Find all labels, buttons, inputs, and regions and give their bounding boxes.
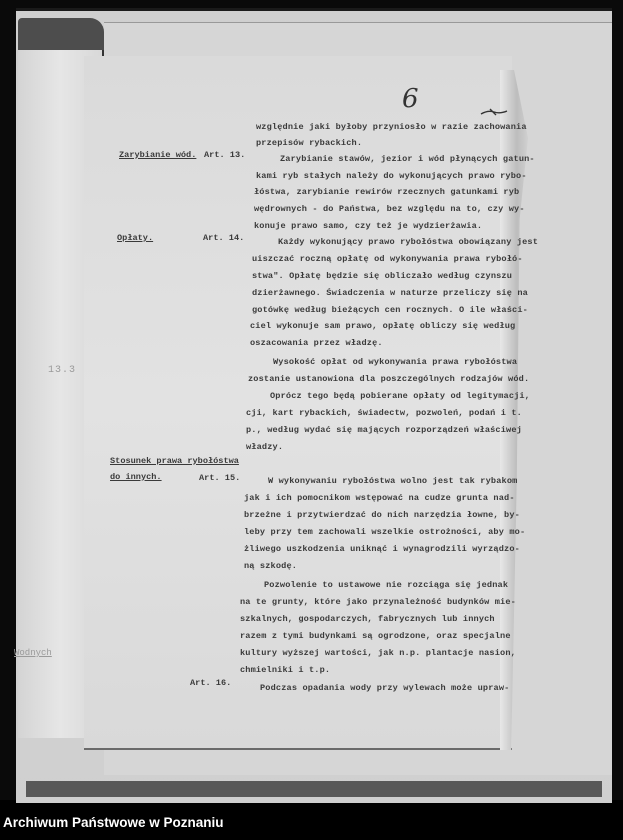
text-line: razem z tymi budynkami są ogrodzone, oraz specjalne <box>240 631 511 641</box>
text-line: ciel wykonuje sam prawo, opłatę obliczy się według <box>250 321 516 331</box>
article-label: Art. 15. <box>199 473 241 483</box>
text-line: uiszczać roczną opłatę od wykonywania prawa rybołó- <box>252 254 523 264</box>
margin-heading: Stosunek prawa rybołóstwa <box>110 456 239 466</box>
text-line: jak i ich pomocnikom wstępować na cudze grunta nad- <box>244 493 515 503</box>
text-line: przepisów rybackich. <box>256 138 363 148</box>
text-line: oszacowania przez władzę. <box>250 338 383 348</box>
article-label: Art. 13. <box>204 150 246 160</box>
page-number: 6 <box>402 84 419 114</box>
text-line: Pozwolenie to ustawowe nie rozciąga się jednak <box>264 580 509 590</box>
margin-heading: do innych. <box>110 472 162 482</box>
text-line: p., według wydać się mających rozporządzeń właściwej <box>246 425 522 435</box>
article-label: Art. 16. <box>190 678 232 688</box>
left-sheet-stamp: Wodnych <box>14 648 52 658</box>
text-line: kami ryb stałych należy do wykonujących prawo rybo- <box>256 171 527 181</box>
text-line: zostanie ustanowiona dla poszczególnych rodzajów wód. <box>248 374 530 384</box>
left-sheet-note: 13.3 <box>48 365 77 376</box>
article-label: Art. 14. <box>203 233 245 243</box>
text-line: brzeżne i przytwierdzać do nich narzędzia łowne, by- <box>244 510 520 520</box>
text-line: leby przy tem zachowali wszelkie ostrożności, aby mo- <box>244 527 526 537</box>
text-line: Oprócz tego będą pobierane opłaty od legitymacji, <box>270 391 531 401</box>
text-line: wędrownych - do Państwa, bez względu na to, czy wy- <box>254 204 525 214</box>
text-line: żliwego uszkodzenia uniknąć i wynagrodzili wyrządzo- <box>244 544 520 554</box>
text-line: Podczas opadania wody przy wylewach może upraw- <box>260 683 510 693</box>
text-line: cji, kart rybackich, świadectw, pozwoleń, podań i t. <box>246 408 522 418</box>
text-line: stwa". Opłatę będzie się obliczało według czynszu <box>252 271 513 281</box>
text-line: gotówkę według bieżących cen rocznych. O ile właści- <box>252 305 528 315</box>
text-line: na te grunty, które jako przynależność budynków mie- <box>240 597 516 607</box>
text-line: władzy. <box>246 442 284 452</box>
margin-heading: Opłaty. <box>117 233 154 243</box>
margin-heading: Zarybianie wód. <box>119 150 197 160</box>
text-line: chmielniki i t.p. <box>240 665 331 675</box>
archive-credit: Archiwum Państwowe w Poznaniu <box>3 815 224 830</box>
text-line: kultury wyższej wartości, jak n.p. plantacje nasion, <box>240 648 516 658</box>
text-line: konuje prawo samo, czy też je wydzierżawia. <box>254 221 483 231</box>
folder-tab <box>18 18 104 52</box>
text-line: Zarybianie stawów, jezior i wód płynących gatun- <box>280 154 535 164</box>
text-line: dzierżawnego. Świadczenia w naturze przeliczy się na <box>252 288 528 298</box>
text-line: łóstwa, zarybianie rewirów rzecznych gatunkami ryb <box>254 187 520 197</box>
text-line: ną szkodę. <box>244 561 298 571</box>
text-line: względnie jaki byłoby przyniosło w razie zachowania <box>256 122 527 132</box>
text-line: Każdy wykonujący prawo rybołóstwa obowiązany jest <box>278 237 539 247</box>
text-line: Wysokość opłat od wykonywania prawa rybołóstwa <box>273 357 518 367</box>
board-bottom-strip <box>26 781 602 797</box>
handwritten-mark-icon <box>480 108 508 116</box>
text-line: W wykonywaniu rybołóstwa wolno jest tak rybakom <box>268 476 518 486</box>
text-line: szkalnych, gospodarczych, fabrycznych lub innych <box>240 614 495 624</box>
